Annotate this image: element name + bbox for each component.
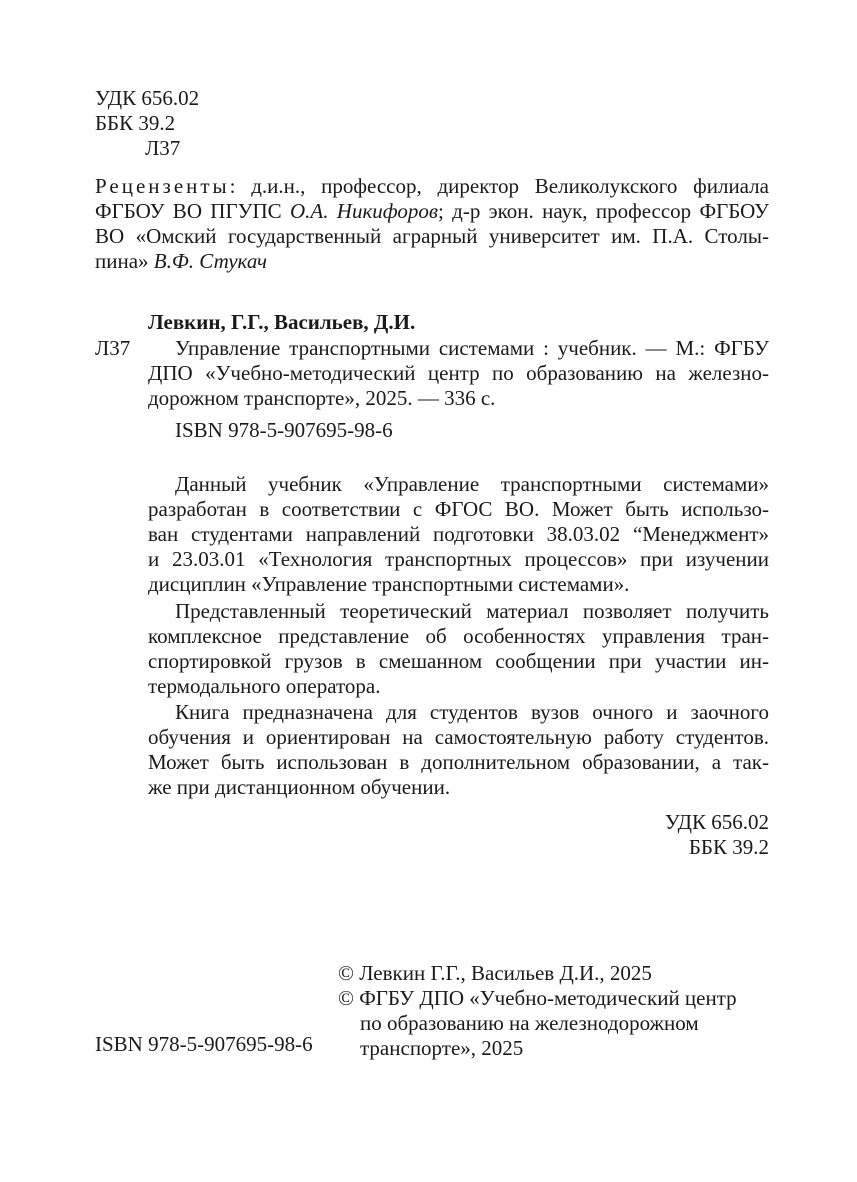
- author-mark: Л37: [145, 136, 181, 160]
- bibliography-mark: Л37: [95, 336, 131, 360]
- reviewers-line-3: ВО «Омский государственный аграрный университет им. П.А. Столы-: [95, 224, 769, 248]
- reviewer-org-2-end: пина»: [95, 249, 149, 273]
- abstract-p1-line-5: дисциплин «Управление транспортными системами».: [148, 572, 630, 596]
- abstract-p1-line-2: разработан в соответствии с ФГОС ВО. Может быть использо-: [148, 497, 769, 521]
- bibliography-isbn: ISBN 978-5-907695-98-6: [175, 418, 393, 442]
- reviewer-name-1: О.А. Никифоров: [289, 199, 439, 223]
- copyright-publisher-line-2: по образованию на железнодорожном: [360, 1011, 699, 1035]
- copyright-publisher-line-1: © ФГБУ ДПО «Учебно-методический центр: [338, 986, 737, 1010]
- reviewer-org-1: ФГБОУ ВО ПГУПС: [95, 199, 282, 223]
- abstract-p1-line-4: и 23.03.01 «Технология транспортных процессов» при изучении: [148, 547, 769, 571]
- abstract-p1-line-1: Данный учебник «Управление транспортными системами»: [175, 472, 769, 496]
- udk-code: УДК 656.02: [95, 86, 200, 110]
- book-authors: Левкин, Г.Г., Васильев, Д.И.: [148, 310, 416, 334]
- bibliography-line-3: дорожном транспорте», 2025. — 336 с.: [148, 386, 496, 410]
- abstract-p2-line-2: комплексное представление об особенностях управления тран-: [148, 624, 769, 648]
- isbn-bottom: ISBN 978-5-907695-98-6: [95, 1032, 313, 1056]
- reviewer-line2-rest: ; д-р экон. наук, профессор ФГБОУ: [438, 199, 769, 223]
- reviewers-label: Рецензенты: [95, 174, 230, 198]
- abstract-p3-line-1: Книга предназначена для студентов вузов очного и заочного: [175, 700, 769, 724]
- bbk-code-right: ББК 39.2: [688, 835, 769, 859]
- reviewers-line-2: [95, 199, 769, 224]
- reviewers-line-1: [95, 174, 769, 199]
- bibliography-line-2: ДПО «Учебно-методический центр по образованию на железно-: [148, 361, 769, 385]
- reviewers-line1-text: : д.и.н., профессор, директор Великолукского филиала: [229, 174, 769, 198]
- bibliography-line-1: Управление транспортными системами : учебник. — М.: ФГБУ: [175, 336, 769, 360]
- reviewers-line-4: [95, 249, 267, 274]
- abstract-p3-line-3: Может быть использован в дополнительном образовании, а так-: [148, 750, 769, 774]
- abstract-p3-line-2: обучения и ориентирован на самостоятельную работу студентов.: [148, 725, 769, 749]
- udk-code-right: УДК 656.02: [664, 810, 769, 834]
- copyright-authors: © Левкин Г.Г., Васильев Д.И., 2025: [338, 961, 652, 985]
- abstract-p3-line-4: же при дистанционном обучении.: [148, 775, 451, 799]
- abstract-p2-line-4: термодального оператора.: [148, 674, 381, 698]
- bbk-code: ББК 39.2: [95, 111, 176, 135]
- abstract-p2-line-3: спортировкой грузов в смешанном сообщении при участии ин-: [148, 649, 769, 673]
- reviewer-name-2: В.Ф. Стукач: [153, 249, 268, 273]
- copyright-publisher-line-3: транспорте», 2025: [360, 1036, 524, 1060]
- abstract-p1-line-3: ван студентами направлений подготовки 38.03.02 “Менеджмент»: [148, 522, 769, 546]
- abstract-p2-line-1: Представленный теоретический материал позволяет получить: [175, 599, 769, 623]
